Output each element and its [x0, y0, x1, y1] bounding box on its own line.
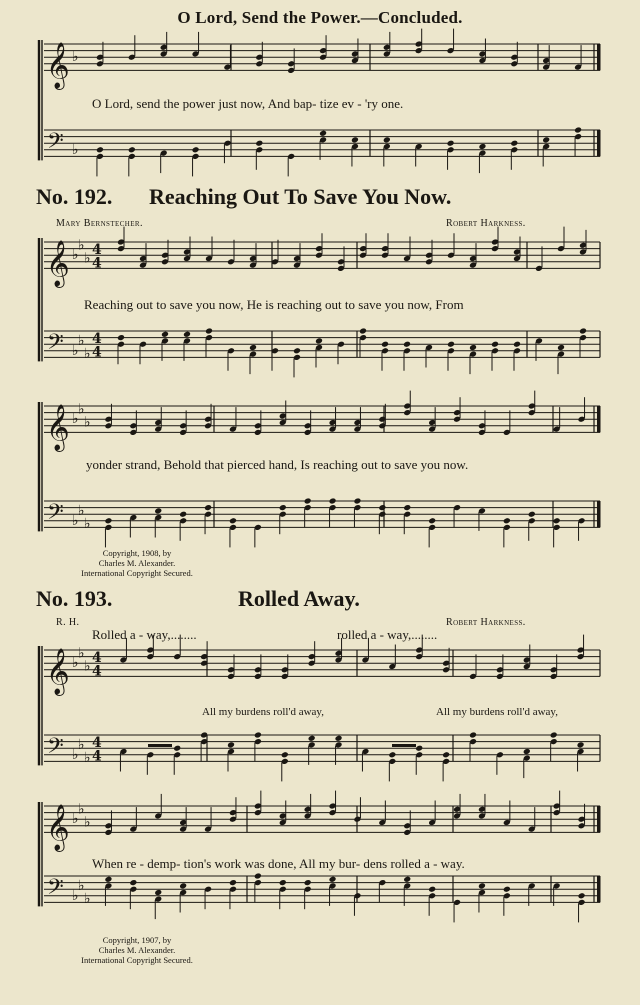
time-signature: 4	[92, 735, 102, 752]
hymn-number: No. 193.	[36, 586, 113, 611]
bass-clef-icon: 𝄢	[47, 734, 64, 764]
flat-sign-icon: ♭	[84, 414, 91, 431]
note-head	[319, 130, 327, 137]
flat-sign-icon: ♭	[84, 750, 91, 767]
note-head	[523, 748, 531, 755]
flat-sign-icon: ♭	[84, 891, 91, 908]
time-signature: 4	[92, 663, 102, 680]
lyric-line: When re - demp- tion's work was done, All my bur- dens rolled a - way.	[92, 856, 465, 871]
note-head	[388, 751, 396, 758]
time-signature: 4	[92, 344, 102, 361]
note-head	[281, 751, 289, 758]
note-head	[192, 146, 200, 153]
lyric-below: All my burdens roll'd away,	[436, 706, 558, 718]
flat-sign-icon: ♭	[84, 658, 91, 675]
note-head	[179, 511, 187, 518]
time-signature: 4	[92, 650, 102, 667]
note-head	[154, 889, 162, 896]
flat-sign-icon: ♭	[78, 502, 85, 519]
lyricist-credit: R. H.	[56, 617, 80, 628]
note-head	[227, 741, 235, 748]
lyric-line: Reaching out to save you now, He is reaching out to save you now, From	[84, 297, 464, 312]
time-signature: 4	[92, 331, 102, 348]
flat-sign-icon: ♭	[78, 877, 85, 894]
note-head	[381, 341, 389, 348]
note-head	[293, 347, 301, 354]
hymn-title: Reaching Out To Save You Now.	[149, 184, 452, 209]
note-head	[553, 517, 561, 524]
note-head	[428, 517, 436, 524]
note-head	[574, 127, 582, 134]
note-head	[329, 498, 337, 505]
lyric-line: O Lord, send the power just now, And bap- tize ev - 'ry one.	[92, 96, 404, 111]
note-head	[447, 341, 455, 348]
time-signature: 4	[92, 748, 102, 765]
note-head	[403, 876, 411, 883]
note-head	[315, 337, 323, 344]
time-signature: 4	[92, 242, 102, 259]
hymn-number: No. 192.	[36, 184, 113, 209]
lyric-line: yonder strand, Behold that pierced hand, Is reaching out to save you now.	[86, 457, 469, 472]
treble-clef-icon: 𝄞	[46, 648, 70, 695]
lyric-below: All my burdens roll'd away,	[202, 706, 324, 718]
final-bar-line	[597, 806, 601, 832]
flat-sign-icon: ♭	[72, 247, 79, 264]
page-header-title: O Lord, Send the Power.—Concluded.	[177, 8, 463, 27]
copyright-line: Copyright, 1907, by	[102, 935, 172, 945]
note-head	[469, 732, 477, 739]
note-head	[403, 341, 411, 348]
flat-sign-icon: ♭	[84, 516, 91, 533]
flat-sign-icon: ♭	[72, 49, 79, 66]
flat-sign-icon: ♭	[78, 801, 85, 818]
note-head	[128, 146, 136, 153]
treble-clef-icon: 𝄞	[46, 240, 70, 287]
note-head	[353, 498, 361, 505]
note-head	[204, 504, 212, 511]
note-head	[528, 511, 536, 518]
flat-sign-icon: ♭	[78, 736, 85, 753]
flat-sign-icon: ♭	[78, 332, 85, 349]
note-head	[478, 143, 486, 150]
lyric-above: rolled a - way,........	[337, 627, 438, 642]
note-head	[229, 879, 237, 886]
note-head	[279, 879, 287, 886]
note-head	[161, 331, 169, 338]
rest-icon	[148, 744, 172, 747]
note-head	[557, 344, 565, 351]
note-head	[469, 344, 477, 351]
lyricist-credit: Mary Bernstecher.	[56, 218, 143, 229]
note-head	[442, 751, 450, 758]
note-head	[279, 504, 287, 511]
note-head	[104, 517, 112, 524]
note-head	[491, 341, 499, 348]
final-bar-line	[597, 876, 601, 902]
note-head	[415, 745, 423, 752]
flat-sign-icon: ♭	[72, 746, 79, 763]
note-head	[378, 504, 386, 511]
note-head	[173, 745, 181, 752]
composer-credit: Robert Harkness.	[446, 617, 526, 628]
note-head	[117, 334, 125, 341]
note-head	[550, 732, 558, 739]
final-bar-line	[597, 406, 601, 432]
note-head	[329, 876, 337, 883]
bass-clef-icon: 𝄢	[47, 330, 64, 360]
time-signature: 4	[92, 255, 102, 272]
note-head	[154, 507, 162, 514]
note-head	[478, 882, 486, 889]
note-head	[183, 331, 191, 338]
note-head	[304, 879, 312, 886]
note-head	[205, 328, 213, 335]
note-head	[403, 504, 411, 511]
note-head	[179, 882, 187, 889]
flat-sign-icon: ♭	[78, 645, 85, 662]
bass-clef-icon: 𝄢	[47, 500, 64, 530]
note-head	[577, 741, 585, 748]
flat-sign-icon: ♭	[84, 814, 91, 831]
treble-clef-icon: 𝄞	[46, 804, 70, 851]
flat-sign-icon: ♭	[72, 887, 79, 904]
flat-sign-icon: ♭	[72, 342, 79, 359]
copyright-line: Copyright, 1908, by	[102, 548, 172, 558]
note-head	[383, 136, 391, 143]
note-head	[308, 735, 316, 742]
note-head	[503, 517, 511, 524]
composer-credit: Robert Harkness.	[446, 218, 526, 229]
note-head	[513, 341, 521, 348]
note-head	[104, 876, 112, 883]
copyright-line: International Copyright Secured.	[81, 568, 193, 578]
note-head	[249, 344, 257, 351]
note-head	[542, 136, 550, 143]
treble-clef-icon: 𝄞	[46, 42, 70, 89]
note-head	[254, 732, 262, 739]
final-bar-line	[597, 501, 601, 527]
copyright-line: International Copyright Secured.	[81, 955, 193, 965]
final-bar-line	[597, 44, 601, 70]
note-head	[579, 328, 587, 335]
note-head	[428, 886, 436, 893]
final-bar-line	[597, 130, 601, 156]
hymn-title: Rolled Away.	[238, 586, 360, 611]
note-head	[335, 735, 343, 742]
flat-sign-icon: ♭	[84, 250, 91, 267]
flat-sign-icon: ♭	[78, 401, 85, 418]
flat-sign-icon: ♭	[72, 811, 79, 828]
flat-sign-icon: ♭	[72, 512, 79, 529]
flat-sign-icon: ♭	[72, 141, 79, 158]
flat-sign-icon: ♭	[72, 655, 79, 672]
rest-icon	[392, 744, 416, 747]
note-head	[255, 140, 263, 147]
lyric-above: Rolled a - way,........	[92, 627, 197, 642]
note-head	[129, 879, 137, 886]
copyright-line: Charles M. Alexander.	[98, 558, 176, 568]
flat-sign-icon: ♭	[72, 411, 79, 428]
flat-sign-icon: ♭	[78, 237, 85, 254]
note-head	[351, 136, 359, 143]
bass-clef-icon: 𝄢	[47, 129, 64, 159]
note-head	[510, 140, 518, 147]
note-head	[96, 146, 104, 153]
note-head	[254, 873, 262, 880]
flat-sign-icon: ♭	[84, 346, 91, 363]
note-head	[578, 892, 586, 899]
note-head	[359, 328, 367, 335]
treble-clef-icon: 𝄞	[46, 404, 70, 451]
bass-clef-icon: 𝄢	[47, 875, 64, 905]
note-head	[304, 498, 312, 505]
note-head	[503, 886, 511, 893]
note-head	[447, 140, 455, 147]
copyright-line: Charles M. Alexander.	[98, 945, 176, 955]
note-head	[229, 517, 237, 524]
